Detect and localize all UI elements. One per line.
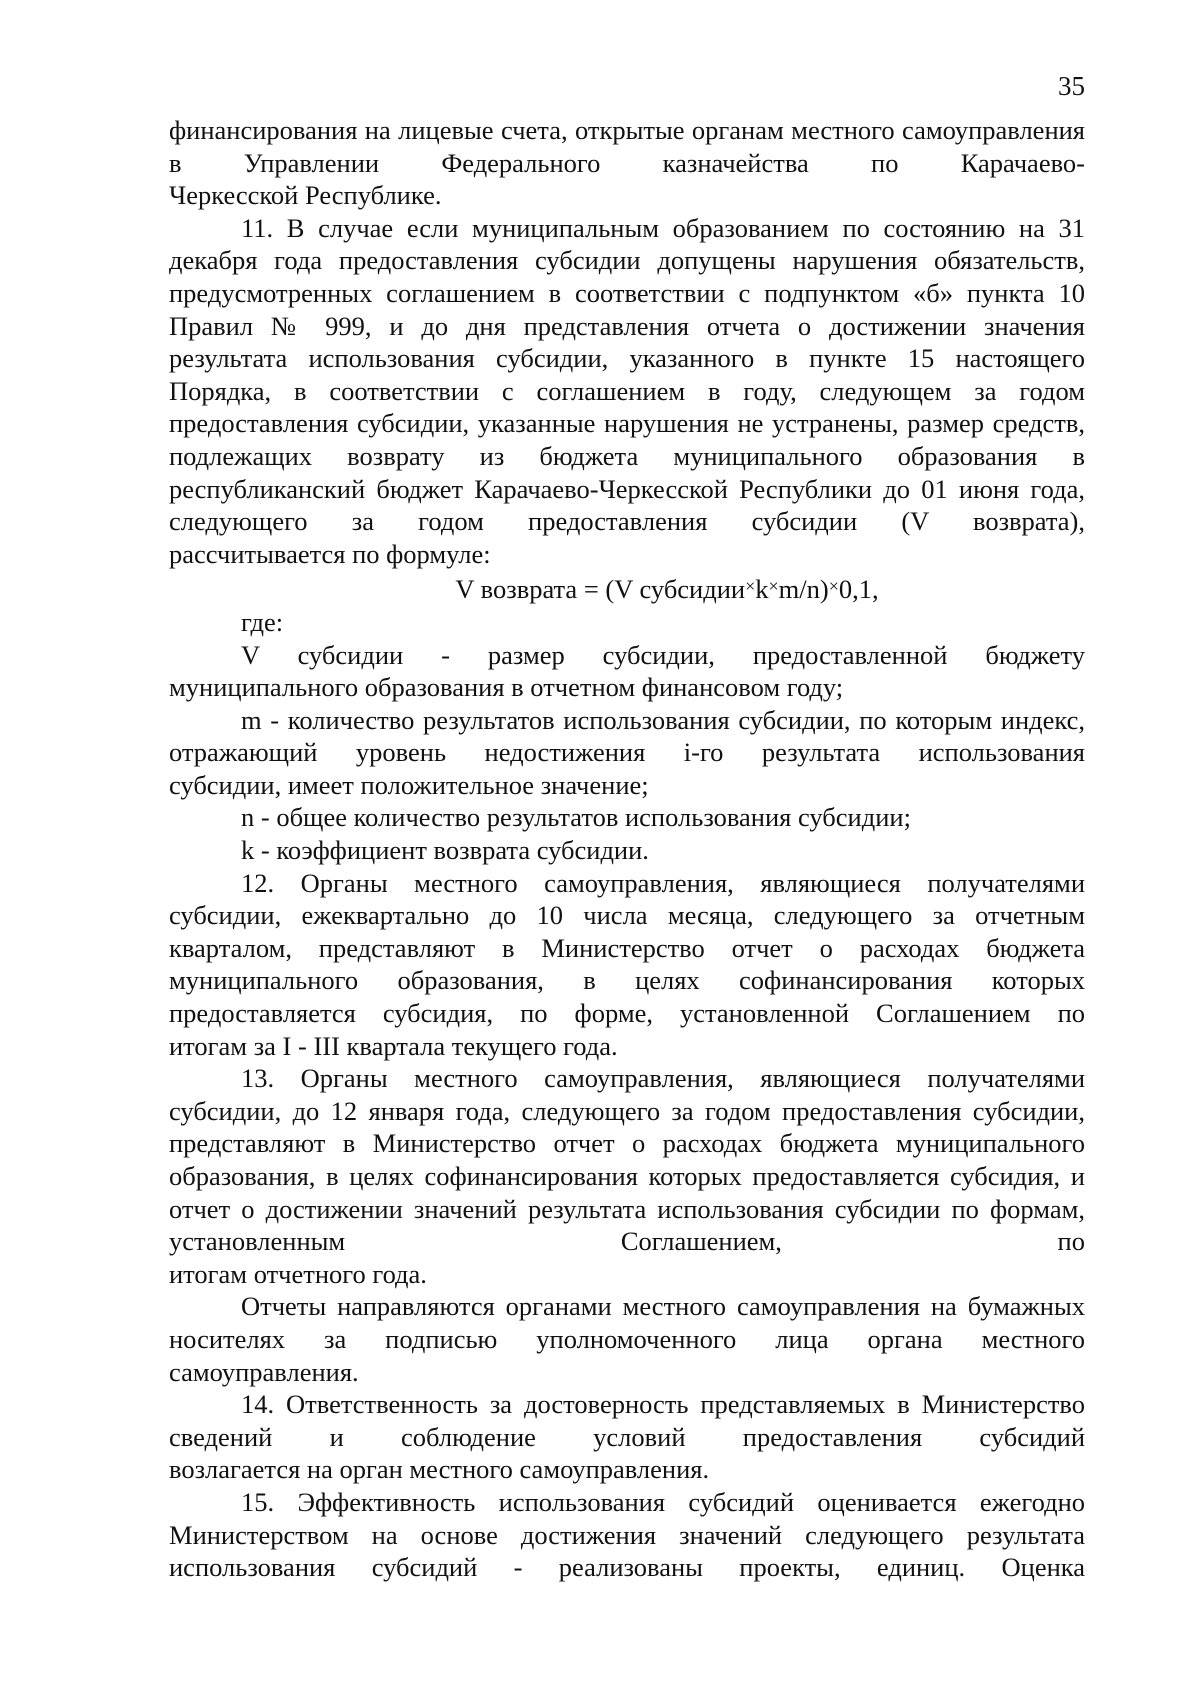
paragraph-reports-end: самоуправления. (169, 1356, 359, 1387)
definition-v-subsidy: V субсидии - размер субсидии, предоставленной бюджету (241, 639, 1085, 670)
paragraph-11-end: рассчитывается по формуле: (169, 538, 491, 569)
paragraph-12-end: итогам за I - III квартала текущего года. (169, 1030, 618, 1061)
definition-m: m - количество результатов использования субсидии, по которым индекс, отражающий уровень недостижения i-го результата использования (169, 704, 1085, 768)
return-formula (169, 570, 1085, 606)
paragraph-13-end: итогам отчетного года. (169, 1258, 427, 1289)
formula-mn: m/n) (778, 574, 829, 605)
paragraph-11: 11. В случае если муниципальным образованием по состоянию на 31 декабря года предоставления субсидии допущены нарушения обязательств, предусмотренных соглашением в соответствии с подпунктом «б» пункта 10 Правил № 999, и до дня представления отчета о достижении значения результата использования субсидии, указанного в пункте 15 настоящего Порядка, в соответствии с соглашением в году, следующем за годом предоставления субсидии, указанные нарушения не устранены, размер средств, подлежащих возврату из бюджета муниципального образования в республиканский бюджет Карачаево-Черкесской Республики до 01 июня года, следующего за годом предоставления субсидии (V возврата), (169, 212, 1085, 537)
definition-n: n - общее количество результатов использования субсидии; (241, 802, 911, 833)
document-body (169, 114, 1085, 1584)
formula-k: k (755, 574, 769, 605)
paragraph-1-line-1: финансирования на лицевые счета, открытые органам местного самоуправления в Управлении Федерального казначейства по Карачаево- (169, 115, 1085, 178)
times-sign-1: × (745, 576, 756, 597)
paragraph-15: 15. Эффективность использования субсидий оценивается ежегодно Министерством на основе достижения значений следующего результата использования субсидий - реализованы проекты, единиц. Оценка (169, 1486, 1085, 1583)
times-sign-3: × (828, 576, 839, 597)
page-number: 35 (1058, 71, 1085, 101)
formula-lhs: V возврата = (V субсидии (455, 574, 746, 605)
paragraph-13: 13. Органы местного самоуправления, являющиеся получателями субсидии, до 12 января года, следующего за годом предоставления субсидии, представляют в Министерство отчет о расходах бюджета муниципального образования, в целях софинансирования которых предоставляется субсидия, и отчет о достижении значений результата использования субсидии по формам, установленным Соглашением, по (169, 1063, 1085, 1257)
definition-m-end: субсидии, имеет положительное значение; (169, 769, 649, 800)
paragraph-14-end: возлагается на орган местного самоуправления. (169, 1454, 710, 1485)
paragraph-1-line-2: Черкесской Республике. (169, 180, 442, 211)
formula-tail: 0,1, (838, 574, 879, 605)
definition-k: k - коэффициент возврата субсидии. (241, 835, 649, 866)
times-sign-2: × (768, 576, 779, 597)
paragraph-14: 14. Ответственность за достоверность представляемых в Министерство сведений и соблюдение условий предоставления субсидий (169, 1389, 1085, 1452)
paragraph-12: 12. Органы местного самоуправления, являющиеся получателями субсидии, ежеквартально до 10 числа месяца, следующего за отчетным кварталом, представляют в Министерство отчет о расходах бюджета муниципального образования, в целях софинансирования которых предоставляется субсидия, по форме, установленной Соглашением по (169, 867, 1085, 1029)
paragraph-reports: Отчеты направляются органами местного самоуправления на бумажных носителях за подписью уполномоченного лица органа местного (169, 1291, 1085, 1354)
definition-v-subsidy-end: муниципального образования в отчетном финансовом году; (169, 672, 844, 703)
where-label: где: (241, 606, 284, 637)
